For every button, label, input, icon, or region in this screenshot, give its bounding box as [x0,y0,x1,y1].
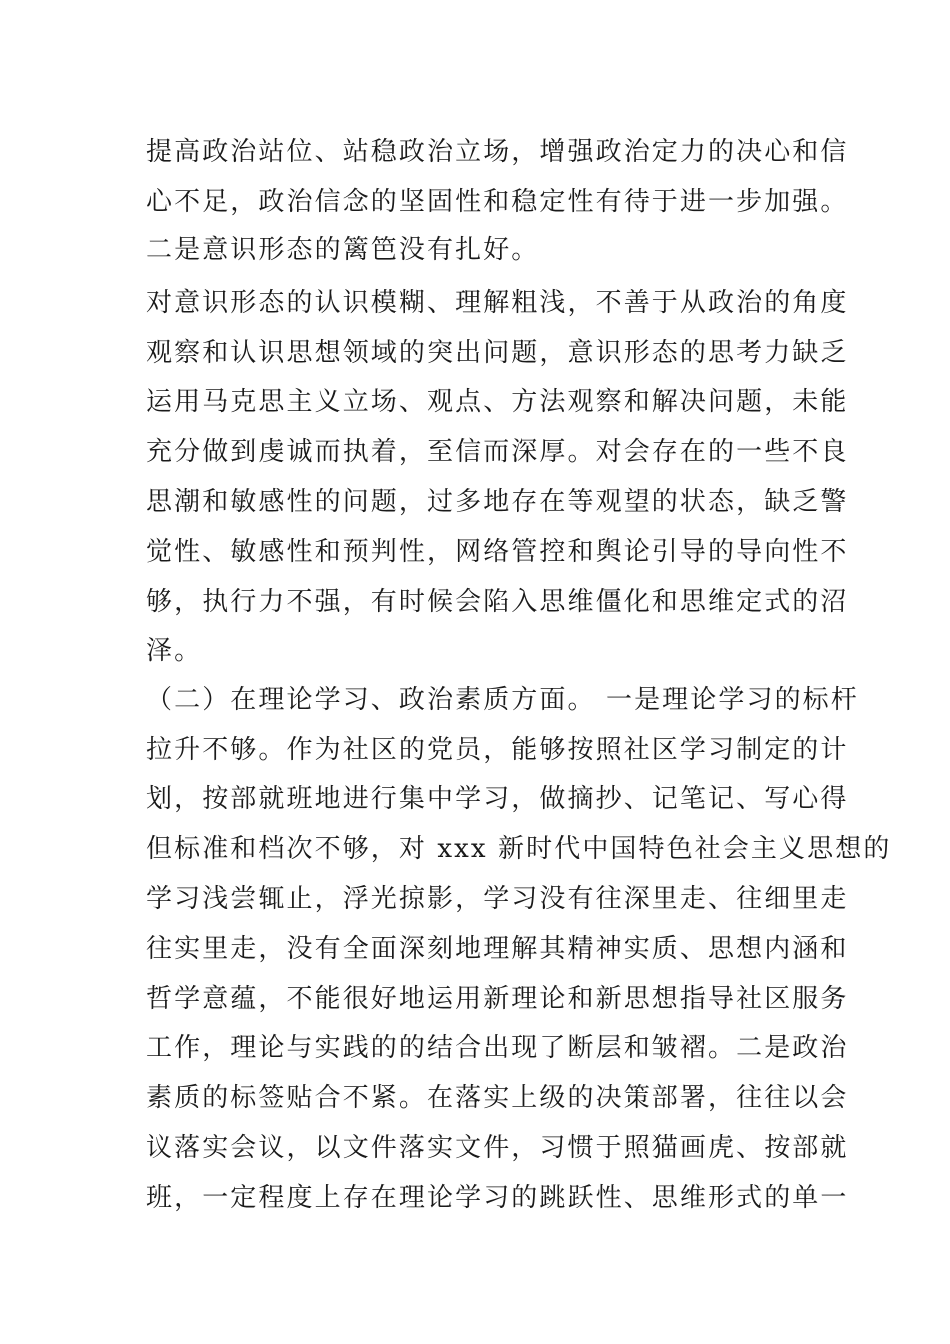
text-line: 泽。 [146,636,203,666]
text-line: 心不足，政治信念的坚固性和稳定性有待于进一步加强。 [146,187,849,217]
text-line: 运用马克思主义立场、观点、方法观察和解决问题，未能 [146,387,849,417]
text-line: 够，执行力不强，有时候会陷入思维僵化和思维定式的沼 [146,587,849,617]
text-line: 但标准和档次不够，对 xxx 新时代中国特色社会主义思想的 [146,834,892,864]
text-line: 哲学意蕴，不能很好地运用新理论和新思想指导社区服务 [146,984,849,1014]
text-line: 素质的标签贴合不紧。在落实上级的决策部署，往往以会 [146,1083,849,1113]
text-line: 班，一定程度上存在理论学习的跳跃性、思维形式的单一 [146,1183,849,1213]
text-line: （二）在理论学习、政治素质方面。 一是理论学习的标杆 [146,685,859,715]
text-line: 对意识形态的认识模糊、理解粗浅，不善于从政治的角度 [146,288,849,318]
text-line: 划，按部就班地进行集中学习，做摘抄、记笔记、写心得 [146,784,849,814]
text-line: 思潮和敏感性的问题，过多地存在等观望的状态，缺乏警 [146,487,849,517]
text-line: 议落实会议，以文件落实文件，习惯于照猫画虎、按部就 [146,1133,849,1163]
text-line: 学习浅尝辄止，浮光掠影，学习没有往深里走、往细里走 [146,884,849,914]
text-line: 工作，理论与实践的的结合出现了断层和皱褶。二是政治 [146,1033,849,1063]
text-line: 充分做到虔诚而执着，至信而深厚。对会存在的一些不良 [146,437,849,467]
text-line: 觉性、敏感性和预判性，网络管控和舆论引导的导向性不 [146,537,849,567]
text-line: 往实里走，没有全面深刻地理解其精神实质、思想内涵和 [146,934,849,964]
text-line: 观察和认识思想领域的突出问题，意识形态的思考力缺乏 [146,338,849,368]
text-line: 提高政治站位、站稳政治立场，增强政治定力的决心和信 [146,137,849,167]
text-line: 拉升不够。作为社区的党员，能够按照社区学习制定的计 [146,735,849,765]
text-line: 二是意识形态的篱笆没有扎好。 [146,235,540,265]
